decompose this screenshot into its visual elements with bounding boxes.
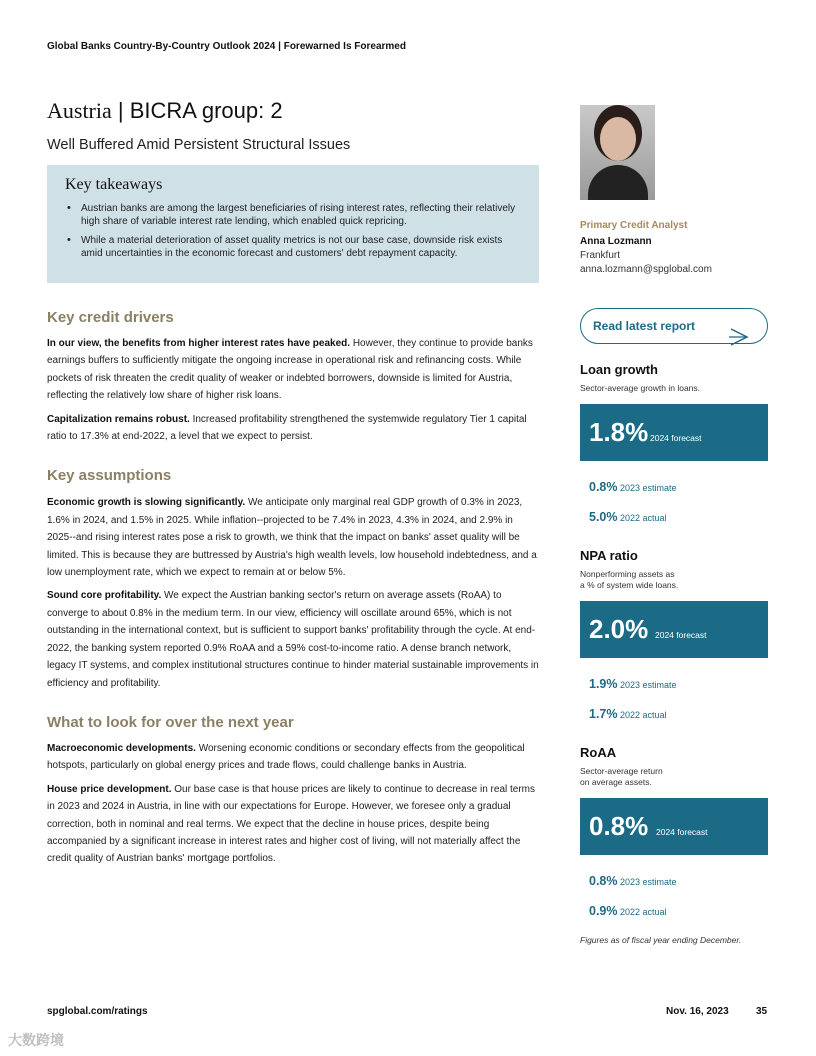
assumption-paragraph <box>47 587 539 691</box>
forecast-value: 2.0% <box>589 614 649 644</box>
footer-site-link[interactable]: spglobal.com/ratings <box>47 1006 148 1017</box>
metric-actual-row <box>589 707 667 721</box>
assumption-paragraph <box>47 494 539 581</box>
paragraph-lead: In our view, the benefits from higher interest rates have peaked. <box>47 338 351 349</box>
page-title <box>47 98 539 124</box>
estimate-label: 2023 estimate <box>620 680 677 690</box>
metric-estimate-row <box>589 677 677 691</box>
estimate-value: 0.8% <box>589 480 618 494</box>
analyst-card <box>580 105 768 275</box>
paragraph-text: However, they continue to provide banks earnings buffers to sufficiently mitigate the ongoing increase in operational risk and refinancing costs. While pockets of risk threaten the credit quality of weaker or indebted borrowers, downside is limited for Austria, reflecting the relatively low share of higher risk loans. <box>47 338 533 402</box>
key-takeaways-list <box>65 202 521 260</box>
key-assumptions-heading: Key assumptions <box>47 467 172 485</box>
analyst-email[interactable]: anna.lozmann@spglobal.com <box>580 264 712 275</box>
metric-desc-line: on average assets. <box>580 777 652 787</box>
analyst-photo-body <box>588 165 648 200</box>
title-country: Austria <box>47 98 112 123</box>
read-latest-report-label: Read latest report <box>593 319 696 333</box>
metric-forecast-box <box>580 798 768 855</box>
metric-title-roaa: RoAA <box>580 745 617 760</box>
paragraph-lead: House price development. <box>47 783 172 795</box>
forecast-value: 0.8% <box>589 811 649 841</box>
metrics-footnote: Figures as of fiscal year ending December. <box>580 935 742 945</box>
actual-label: 2022 actual <box>620 907 667 917</box>
paragraph-lead: Economic growth is slowing significantly. <box>47 497 246 509</box>
read-latest-report-button[interactable] <box>580 308 768 344</box>
estimate-value: 1.9% <box>589 677 618 691</box>
metric-forecast-box <box>580 601 768 658</box>
title-separator: | <box>117 98 124 123</box>
metric-desc-npa-ratio <box>580 569 760 591</box>
analyst-role: Primary Credit Analyst <box>580 220 688 231</box>
estimate-label: 2023 estimate <box>620 877 677 887</box>
credit-drivers-heading: Key credit drivers <box>47 309 174 326</box>
running-header: Global Banks Country-By-Country Outlook 2024 | Forewarned Is Forearmed <box>47 41 406 52</box>
footer-page-number: 35 <box>756 1006 768 1017</box>
paragraph-lead: Capitalization remains robust. <box>47 413 190 425</box>
credit-driver-paragraph <box>47 411 539 446</box>
watermark: 大数跨境 <box>8 1032 64 1048</box>
paragraph-lead: Sound core profitability. <box>47 590 162 602</box>
analyst-name: Anna Lozmann <box>580 236 652 247</box>
key-takeaways-box <box>47 165 539 283</box>
paragraph-text: We anticipate only marginal real GDP growth of 0.3% in 2023, 1.6% in 2024, and 1.5% in 2025. While inflation--projected to be 7.4% in 2023, 4.3% in 2024, and 2.9% in 2025--and rising interest rates pose a risk to growth, we think that the impact on banks' asset quality will be limited. This is because they are buttressed by Austria's high wealth levels, low household indebtedness, and a low unemployment rate, which we expect to remain at or below 5%. <box>47 497 537 579</box>
page-subtitle: Well Buffered Amid Persistent Structural Issues <box>47 137 351 153</box>
paragraph-text: Increased profitability strengthened the systemwide regulatory Tier 1 capital ratio to 17.3% at end-2022, a level that we expect to persist. <box>47 413 527 443</box>
actual-label: 2022 actual <box>620 513 667 523</box>
key-takeaways-heading: Key takeaways <box>65 176 163 193</box>
chevron-right-icon <box>729 327 751 347</box>
paragraph-text: Worsening economic conditions or secondary effects from the geopolitical hotspots, particularly on global energy prices and trade flows, could challenge banks in Austria. <box>47 742 525 772</box>
actual-label: 2022 actual <box>620 710 667 720</box>
actual-value: 1.7% <box>589 707 618 721</box>
metric-forecast-box <box>580 404 768 461</box>
metric-title-npa-ratio: NPA ratio <box>580 548 638 563</box>
analyst-city: Frankfurt <box>580 250 621 261</box>
metric-desc-loan-growth: Sector-average growth in loans. <box>580 383 701 393</box>
metric-estimate-row <box>589 874 677 888</box>
metric-actual-row <box>589 510 667 524</box>
metric-actual-row <box>589 904 667 918</box>
main-column <box>47 98 539 868</box>
estimate-label: 2023 estimate <box>620 483 677 493</box>
analyst-photo <box>580 105 655 200</box>
outlook-paragraph <box>47 740 539 775</box>
metric-desc-roaa <box>580 766 760 788</box>
metric-title-loan-growth: Loan growth <box>580 362 658 377</box>
actual-value: 5.0% <box>589 510 618 524</box>
metric-desc-line: Sector-average return <box>580 766 663 776</box>
metric-desc-line: a % of system wide loans. <box>580 580 679 590</box>
title-bicra-group: BICRA group: 2 <box>129 98 283 123</box>
outlook-paragraph <box>47 781 539 868</box>
forecast-label: 2024 forecast <box>655 630 707 640</box>
analyst-photo-head <box>600 117 636 161</box>
forecast-label: 2024 forecast <box>656 827 708 837</box>
credit-driver-paragraph <box>47 335 539 405</box>
paragraph-text: We expect the Austrian banking sector's return on average assets (RoAA) to converge to about 0.8% in the medium term. In our view, efficiency will oscillate around 65%, which is not outstanding in the international context, but is sufficient to support banks' profitability through the cycle. At end-2022, the banking system reported 0.9% RoAA and a 59% cost-to-income ratio. A dense branch network, legacy IT systems, and complex institutional structures continue to hinder material sustainable improvements in efficiency and profitability. <box>47 590 539 689</box>
outlook-heading: What to look for over the next year <box>47 713 294 731</box>
footer-date: Nov. 16, 2023 <box>666 1006 729 1017</box>
takeaway-item: • While a material deterioration of asset quality metrics is not our base case, downside risk exists amid uncertainties in the economic forecast and customers' debt repayment capacity. <box>65 234 521 260</box>
metric-estimate-row <box>589 480 677 494</box>
actual-value: 0.9% <box>589 904 618 918</box>
paragraph-text: Our base case is that house prices are likely to continue to decrease in real terms in 2023 and 2024 in Austria, in line with our expectations for Europe. However, we foresee only a gradual correction, both in nominal and real terms. We expect that the decline in house prices, despite being accompanied by a significant increase in interest rates and higher cost of living, will not materially affect the credit quality of Austrian banks' mortgage portfolios. <box>47 783 535 865</box>
forecast-value: 1.8% <box>589 417 649 447</box>
estimate-value: 0.8% <box>589 874 618 888</box>
metric-desc-line: Nonperforming assets as <box>580 569 675 579</box>
takeaway-item: • Austrian banks are among the largest beneficiaries of rising interest rates, reflecting their relatively high share of variable interest rate lending, which enabled quick repricing. <box>65 202 521 228</box>
forecast-label: 2024 forecast <box>650 433 702 443</box>
paragraph-lead: Macroeconomic developments. <box>47 742 196 754</box>
